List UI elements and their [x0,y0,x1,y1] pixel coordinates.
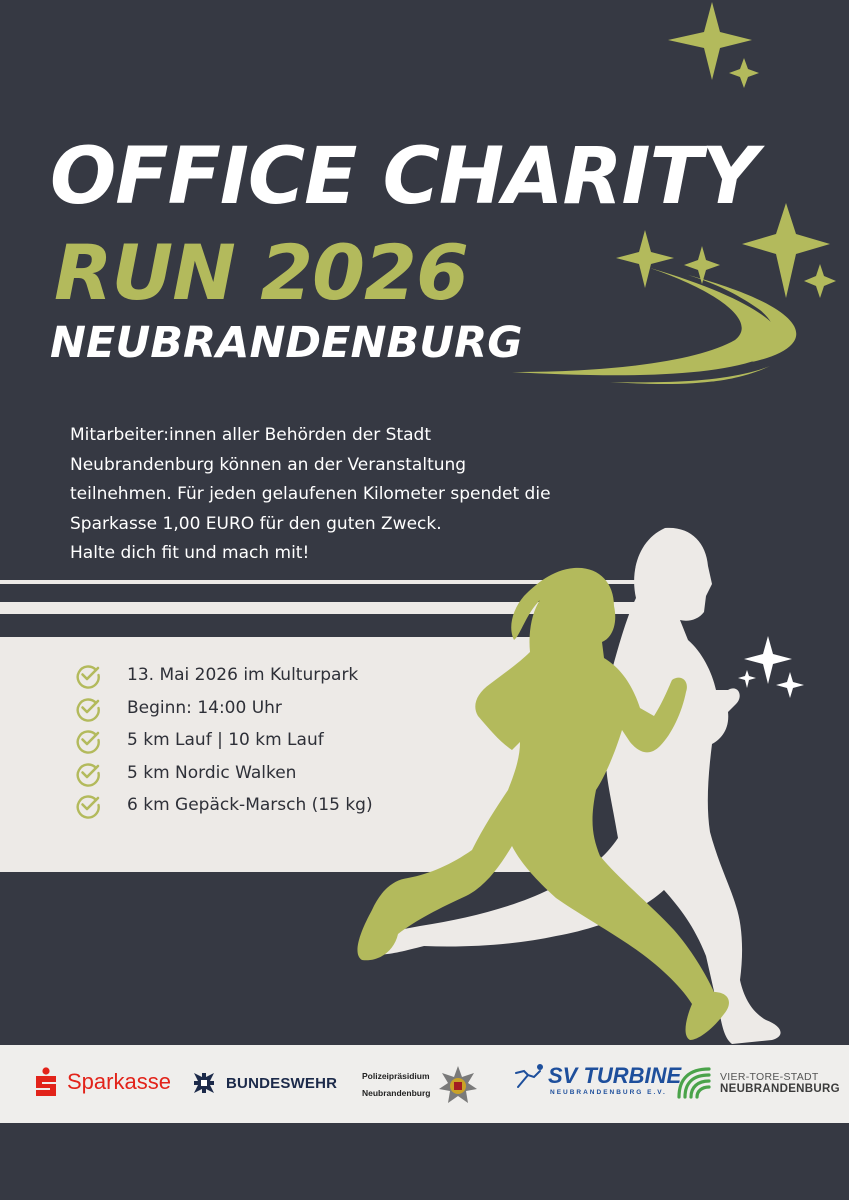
list-item [74,659,373,692]
intro-line: Neubrandenburg können an der Veranstaltung [70,454,467,475]
title-office-charity: OFFICE CHARITY [50,132,758,222]
check-circle-icon [74,694,102,722]
bundeswehr-name: BUNDESWEHR [226,1074,338,1092]
vts-line2: NEUBRANDENBURG [720,1083,840,1095]
intro-line: teilnehmen. Für jeden gelaufenen Kilometer spendet die [70,484,551,504]
police-star-icon [438,1065,478,1105]
check-circle-icon [74,726,102,754]
intro-line: Sparkasse 1,00 EURO für den guten Zweck. [70,513,442,534]
sv-turbine-name: SV TURBINE [548,1063,682,1088]
turbine-runner-icon [514,1063,548,1089]
bundeswehr-logo [192,1071,337,1095]
list-item [74,789,373,822]
event-details-list [74,659,373,822]
sponsor-bar [0,1045,849,1123]
polizei-name [362,1068,430,1102]
event-run-distances: 5 km Lauf | 10 km Lauf [127,730,324,751]
sparkasse-name: Sparkasse [67,1069,171,1094]
polizei-logo [362,1065,478,1105]
title-run-2026: RUN 2026 [54,228,468,317]
sv-turbine-logo [514,1063,681,1096]
check-circle-icon [74,791,102,819]
vier-tore-stadt-logo [676,1065,840,1101]
vier-tore-stadt-icon [676,1065,712,1101]
title-city: NEUBRANDENBURG [50,318,523,368]
event-date: 13. Mai 2026 im Kulturpark [127,665,359,686]
sv-turbine-subtitle: NEUBRANDENBURG E.V. [550,1089,667,1096]
event-start-time: Beginn: 14:00 Uhr [127,697,282,718]
vts-line1: VIER-TORE-STADT [720,1071,819,1083]
sparkasse-logo [33,1067,171,1097]
vier-tore-stadt-name [720,1071,840,1095]
polizei-line2: Neubrandenburg [362,1088,431,1098]
event-nordic-walking: 5 km Nordic Walken [127,762,297,783]
intro-line: Halte dich fit und mach mit! [70,543,310,563]
sparkasse-s-icon [33,1067,59,1097]
list-item [74,724,373,757]
check-circle-icon [74,759,102,787]
list-item [74,757,373,790]
polizei-line1: Polizeipräsidium [362,1071,430,1081]
check-circle-icon [74,661,102,689]
event-pack-march: 6 km Gepäck-Marsch (15 kg) [127,795,373,816]
list-item [74,692,373,725]
intro-line: Mitarbeiter:innen aller Behörden der Stadt [70,425,431,445]
iron-cross-icon [192,1071,216,1095]
